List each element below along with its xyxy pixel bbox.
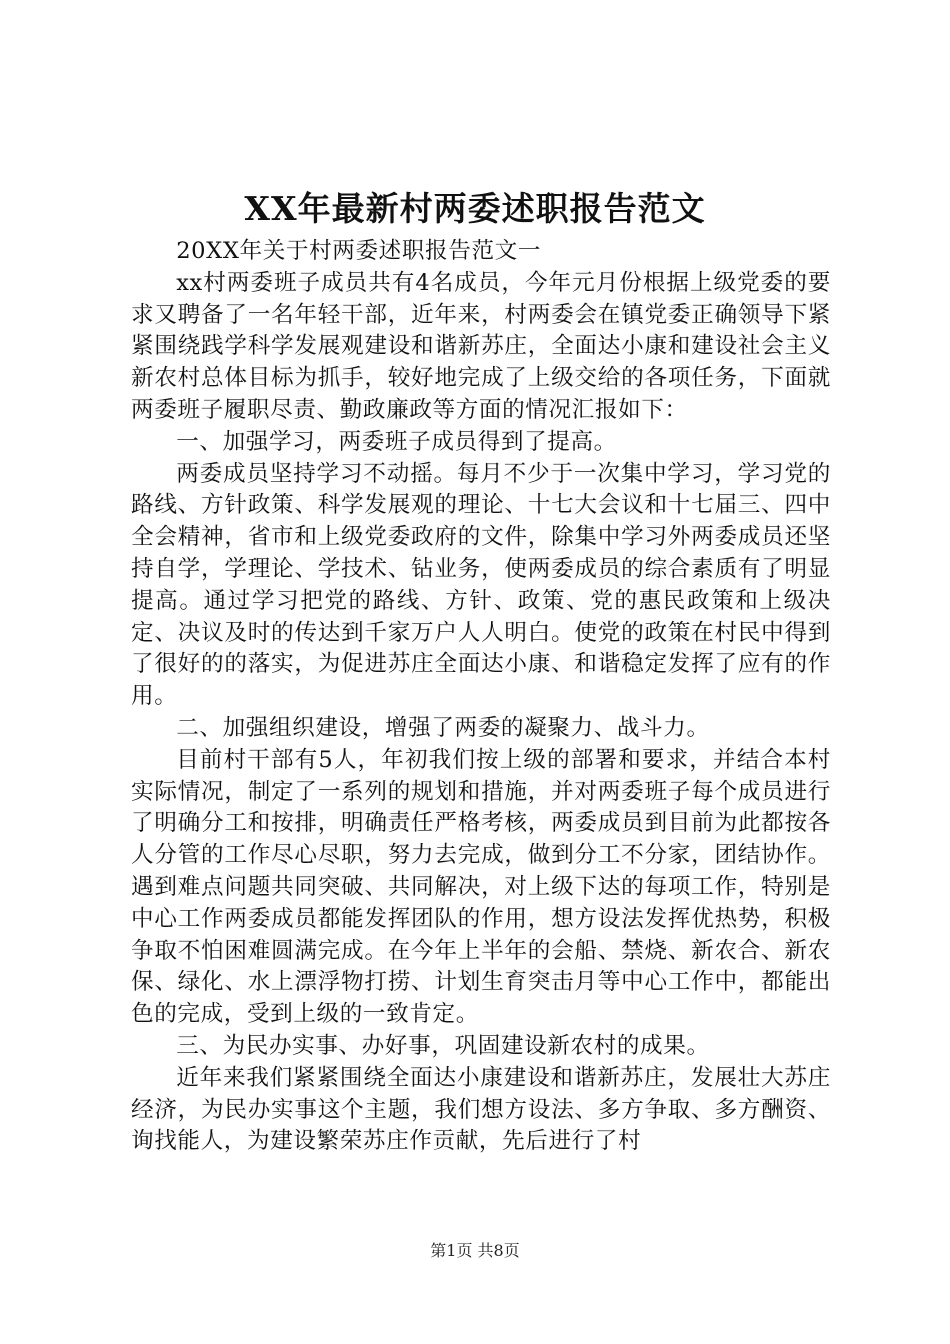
- paragraph-intro: xx村两委班子成员共有4名成员，今年元月份根据上级党委的要求又聘备了一名年轻干部，近年来，村两委会在镇党委正确领导下紧紧围绕践学科学发展观建设和谐新苏庄，全面达小康和建设社会主义新农村总体目标为抓手，较好地完成了上级交给的各项任务，下面就两委班子履职尽责、勤政廉政等方面的情况汇报如下：: [131, 269, 831, 423]
- document-title: XX年最新村两委述职报告范文: [244, 189, 706, 228]
- paragraph-section-1: 两委成员坚持学习不动摇。每月不少于一次集中学习，学习党的路线、方针政策、科学发展观的理论、十七大会议和十七届三、四中全会精神，省市和上级党委政府的文件，除集中学习外两委成员还坚持自学，学理论、学技术、钻业务，使两委成员的综合素质有了明显提高。通过学习把党的路线、方针、政策、党的惠民政策和上级决定、决议及时的传达到千家万户人人明白。使党的政策在村民中得到了很好的的落实，为促进苏庄全面达小康、和谐稳定发挥了应有的作用。: [131, 460, 831, 710]
- document-body: [131, 236, 831, 1158]
- section-heading-2: 二、加强组织建设，增强了两委的凝聚力、战斗力。: [176, 714, 710, 741]
- section-heading-1: 一、加强学习，两委班子成员得到了提高。: [176, 428, 617, 455]
- paragraph-subtitle: 20XX年关于村两委述职报告范文一: [176, 238, 542, 264]
- page-footer: 第1页 共8页: [430, 1241, 520, 1260]
- paragraph-section-3: 近年来我们紧紧围绕全面达小康建设和谐新苏庄，发展壮大苏庄经济，为民办实事这个主题，我们想方设法、多方争取、多方酬资、询找能人，为建设繁荣苏庄作贡献，先后进行了村: [131, 1064, 831, 1155]
- paragraph-section-2: 目前村干部有5人，年初我们按上级的部署和要求，并结合本村实际情况，制定了一系列的规划和措施，并对两委班子每个成员进行了明确分工和按排，明确责任严格考核，两委成员到目前为此都按各人分管的工作尽心尽职，努力去完成，做到分工不分家，团结协作。遇到难点问题共同突破、共同解决，对上级下达的每项工作，特别是中心工作两委成员都能发挥团队的作用，想方设法发挥优热势，积极争取不怕困难圆满完成。在今年上半年的会船、禁烧、新农合、新农保、绿化、水上漂浮物打捞、计划生育突击月等中心工作中，都能出色的完成，受到上级的一致肯定。: [131, 746, 831, 1028]
- section-heading-3: 三、为民办实事、办好事，巩固建设新农村的成果。: [176, 1032, 710, 1059]
